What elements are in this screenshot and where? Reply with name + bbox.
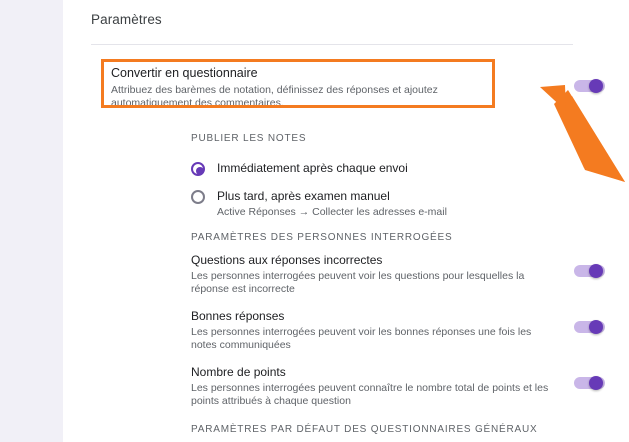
respondent-section-label: PARAMÈTRES DES PERSONNES INTERROGÉES bbox=[191, 232, 453, 243]
radio-icon bbox=[191, 190, 205, 204]
quiz-description: Attribuez des barèmes de notation, définissez des réponses et ajoutez automatiquement des commentaires. bbox=[111, 84, 438, 109]
option-title: Bonnes réponses bbox=[191, 309, 285, 323]
radio-label: Plus tard, après examen manuel bbox=[217, 189, 390, 203]
option-title: Nombre de points bbox=[191, 365, 286, 379]
radio-dot bbox=[196, 167, 204, 175]
toggle-point-values[interactable] bbox=[574, 376, 605, 390]
toggle-knob bbox=[589, 376, 603, 390]
defaults-section-label: PARAMÈTRES PAR DÉFAUT DES QUESTIONNAIRES GÉNÉRAUX bbox=[191, 424, 538, 435]
quiz-toggle[interactable] bbox=[574, 79, 605, 93]
toggle-correct-answers[interactable] bbox=[574, 320, 605, 334]
option-row-correct-answers bbox=[191, 309, 581, 352]
option-description: Les personnes interrogées peuvent voir les questions pour lesquelles la réponse est incorrecte bbox=[191, 270, 525, 295]
publish-section-label: PUBLIER LES NOTES bbox=[191, 133, 307, 144]
toggle-knob bbox=[589, 264, 603, 278]
option-description: Les personnes interrogées peuvent connaître le nombre total de points et les points attribués à chaque question bbox=[191, 382, 549, 407]
option-row-incorrect-questions bbox=[191, 253, 581, 296]
toggle-knob bbox=[589, 79, 603, 93]
settings-dialog bbox=[63, 0, 629, 442]
option-row-point-values bbox=[191, 365, 581, 408]
radio-publish-later-sublabel: Active Réponses → Collecter les adresses e-mail bbox=[217, 206, 447, 218]
toggle-incorrect-questions[interactable] bbox=[574, 264, 605, 278]
toggle-knob bbox=[589, 320, 603, 334]
radio-label: Immédiatement après chaque envoi bbox=[217, 161, 408, 175]
divider bbox=[91, 44, 573, 45]
quiz-toggle-row[interactable] bbox=[103, 62, 559, 110]
quiz-title: Convertir en questionnaire bbox=[111, 66, 258, 80]
page-title: Paramètres bbox=[91, 12, 162, 27]
radio-icon bbox=[191, 162, 205, 176]
option-description: Les personnes interrogées peuvent voir les bonnes réponses une fois les notes communiquées bbox=[191, 326, 532, 351]
option-title: Questions aux réponses incorrectes bbox=[191, 253, 383, 267]
